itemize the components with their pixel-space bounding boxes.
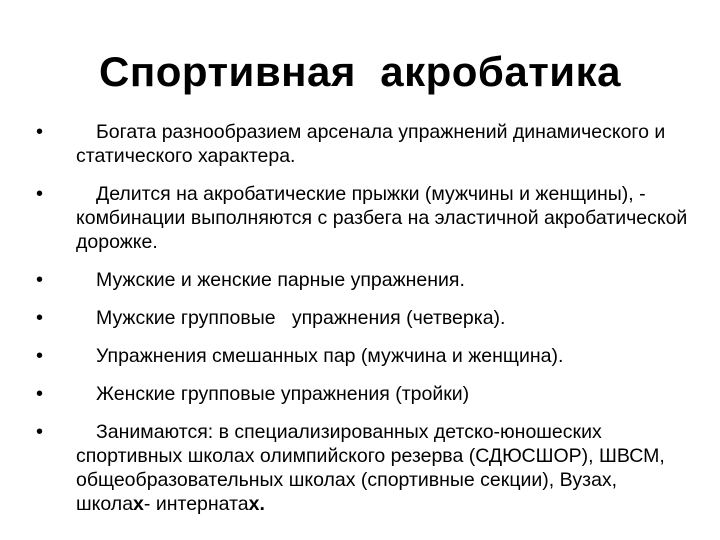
bullet-item [36, 182, 696, 254]
bullet-text [76, 421, 665, 515]
bullet-text: Упражнения смешанных пар (мужчина и женщина). [96, 345, 564, 367]
slide-title: Спортивная акробатика [99, 48, 621, 95]
bullet-list [36, 120, 696, 528]
bullet-item [36, 420, 696, 516]
bullet-text: Женские групповые упражнения (тройки) [96, 383, 470, 405]
bullet-item [36, 268, 696, 292]
bullet-text-main: Занимаются: в специализированных детско-юношеских спортивных школах олимпийского резерва (СДЮСШОР), ШВСМ, общеобразовательных школах (спортивные секции), Вузах, школа [76, 421, 665, 515]
bullet-text-bold: х. [248, 493, 265, 515]
bullet-item [36, 120, 696, 168]
bullet-text: Делится на акробатические прыжки (мужчины и женщины), - комбинации выполняются с разбега на эластичной акробатической дорожке. [76, 183, 688, 253]
bullet-dot: • [36, 183, 44, 205]
bullet-text: Мужские групповые упражнения (четверка). [96, 307, 506, 329]
bullet-text-bold: х [133, 493, 144, 515]
bullet-item [36, 306, 696, 330]
bullet-dot: • [36, 307, 44, 329]
bullet-dot: • [36, 421, 44, 443]
bullet-item [36, 344, 696, 368]
bullet-item [36, 382, 696, 406]
bullet-dot: • [36, 269, 44, 291]
bullet-text: Мужские и женские парные упражнения. [96, 269, 465, 291]
bullet-dot: • [36, 345, 44, 367]
bullet-dot: • [36, 383, 44, 405]
bullet-text: Богата разнообразием арсенала упражнений динамического и статического характера. [76, 121, 666, 167]
bullet-dot: • [36, 121, 44, 143]
bullet-text-mid: - интерната [143, 493, 249, 515]
